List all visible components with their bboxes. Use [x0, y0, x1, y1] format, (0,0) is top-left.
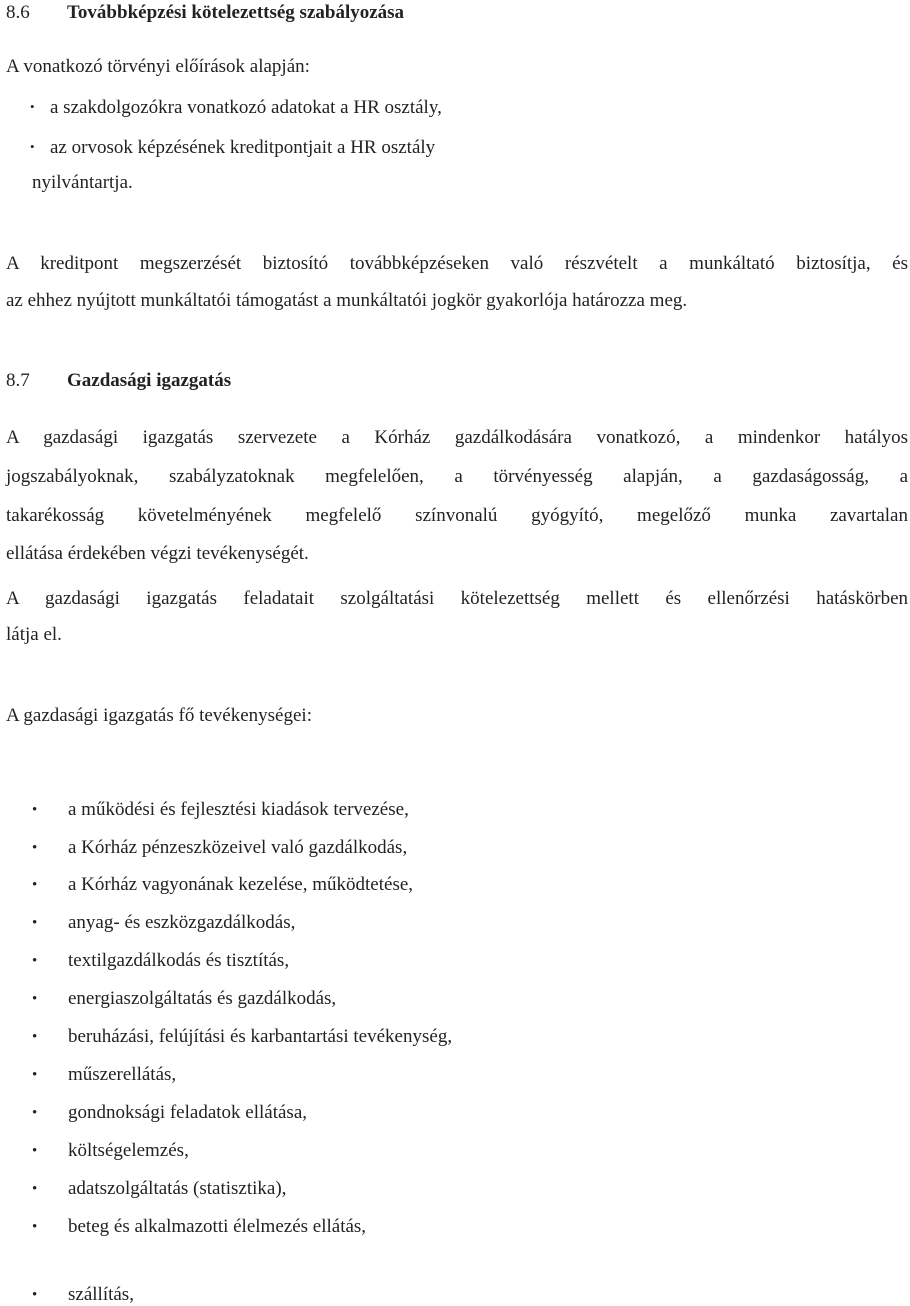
list-item — [32, 1178, 286, 1200]
list-item-text: anyag- és eszközgazdálkodás, — [68, 912, 296, 933]
list-item-text: gondnoksági feladatok ellátása, — [68, 1102, 308, 1123]
list-item — [32, 1026, 452, 1048]
list-item-text: a működési és fejlesztési kiadások tervezése, — [68, 799, 409, 820]
list-item — [32, 799, 409, 821]
list-item-text: beteg és alkalmazotti élelmezés ellátás, — [68, 1216, 367, 1237]
section-8-6-intro: A vonatkozó törvényi előírások alapján: — [6, 56, 310, 77]
section-title: Továbbképzési kötelezettség szabályozása — [67, 2, 405, 23]
bullet-icon: • — [30, 139, 35, 154]
list-item-text: az orvosok képzésének kreditpontjait a HR osztály — [50, 137, 436, 158]
list-item-text: szállítás, — [68, 1284, 134, 1305]
paragraph-line: A kreditpont megszerzését biztosító továbbképzéseken való részvételt a munkáltató biztosítja, és — [6, 253, 908, 274]
list-item — [30, 96, 442, 119]
section-heading-8-7 — [6, 370, 231, 392]
list-item-text: adatszolgáltatás (statisztika), — [68, 1178, 287, 1199]
list-item-text: a szakdolgozókra vonatkozó adatokat a HR osztály, — [50, 97, 442, 118]
section-8-6-trailing: nyilvántartja. — [32, 172, 133, 193]
list-item — [32, 1102, 307, 1124]
bullet-icon: • — [32, 840, 38, 856]
paragraph-line: jogszabályoknak, szabályzatoknak megfelelően, a törvényesség alapján, a gazdaságosság, a — [6, 466, 908, 487]
list-item-text: a Kórház vagyonának kezelése, működtetése, — [68, 874, 414, 895]
bullet-icon: • — [32, 877, 38, 893]
list-item — [32, 1064, 176, 1086]
bullet-icon: • — [32, 1181, 38, 1197]
section-heading-8-6 — [6, 2, 404, 24]
list-item-text: költségelemzés, — [68, 1140, 189, 1161]
paragraph-line: az ehhez nyújtott munkáltatói támogatást a munkáltatói jogkör gyakorlója határozza meg. — [6, 290, 688, 311]
list-item-text: textilgazdálkodás és tisztítás, — [68, 950, 290, 971]
paragraph-line: ellátása érdekében végzi tevékenységét. — [6, 543, 309, 564]
paragraph-line: takarékosság követelményének megfelelő színvonalú gyógyító, megelőző munka zavartalan — [6, 505, 908, 526]
list-item — [32, 1284, 134, 1306]
bullet-icon: • — [32, 1029, 38, 1045]
paragraph-line: látja el. — [6, 624, 62, 645]
bullet-icon: • — [32, 1067, 38, 1083]
list-item — [32, 988, 336, 1010]
bullet-icon: • — [32, 1105, 38, 1121]
list-item — [32, 912, 295, 934]
paragraph-line: A gazdasági igazgatás szervezete a Kórház gazdálkodására vonatkozó, a mindenkor hatályos — [6, 427, 908, 448]
bullet-icon: • — [32, 915, 38, 931]
bullet-icon: • — [32, 1219, 38, 1235]
list-item-text: energiaszolgáltatás és gazdálkodás, — [68, 988, 337, 1009]
list-item — [30, 136, 435, 159]
section-title: Gazdasági igazgatás — [67, 370, 232, 391]
list-item — [32, 1140, 189, 1162]
section-number: 8.7 — [6, 370, 30, 391]
bullet-icon: • — [32, 953, 38, 969]
bullet-icon: • — [30, 99, 35, 114]
list-item-text: műszerellátás, — [68, 1064, 177, 1085]
activities-intro: A gazdasági igazgatás fő tevékenységei: — [6, 705, 312, 726]
list-item — [32, 1216, 366, 1238]
paragraph-line: A gazdasági igazgatás feladatait szolgáltatási kötelezettség mellett és ellenőrzési hatáskörben — [6, 588, 908, 609]
bullet-icon: • — [32, 1143, 38, 1159]
list-item-text: beruházási, felújítási és karbantartási tevékenység, — [68, 1026, 453, 1047]
list-item — [32, 874, 413, 896]
bullet-icon: • — [32, 1287, 38, 1303]
bullet-icon: • — [32, 802, 38, 818]
bullet-icon: • — [32, 991, 38, 1007]
section-number: 8.6 — [6, 2, 30, 23]
list-item — [32, 837, 407, 859]
list-item-text: a Kórház pénzeszközeivel való gazdálkodás, — [68, 837, 408, 858]
list-item — [32, 950, 289, 972]
